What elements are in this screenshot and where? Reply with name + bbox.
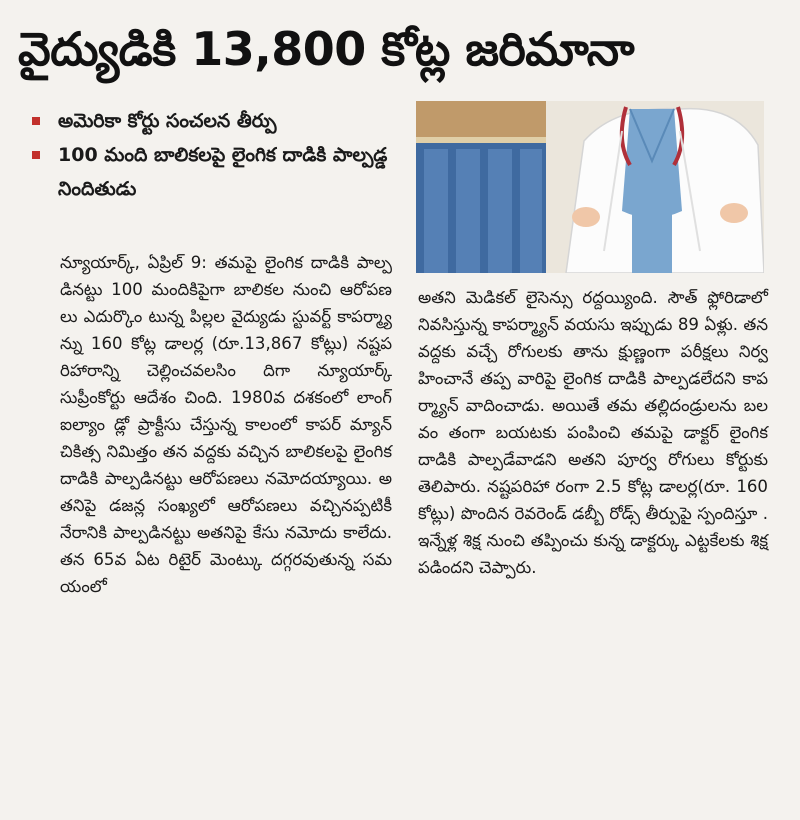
subheading-text: 100 మంది బాలికలపై లైంగిక దాడికి పాల్పడ్డ నిందితుడు bbox=[58, 144, 388, 200]
subheading bbox=[28, 104, 408, 138]
article-column-right: అతని మెడికల్ లైసెన్సు రద్దయ్యింది. సౌత్ ఫ్లోరిడాలో నివసిస్తున్న కాపర్మ్యాన్ వయసు ఇప్పుడు 89 ఏళ్లు. తన వద్దకు వచ్చే రోగులకు తాను క్షుణ్ణంగా పరీక్షలు నిర్వహించానే తప్ప వారిపై లైంగిక దాడికి పాల్పడలేదని కాపర్మ్యాన్ వాదించాడు. అయితే తమ తల్లిదండ్రులను బలవం తంగా బయటకు పంపించి తమపై డాక్టర్ లైంగిక దాడికి పాల్పడేవాడని అతని పూర్వ రోగులు కోర్టుకు తెలిపారు. నష్టపరిహా రంగా 2.5 కోట్ల డాలర్ల(రూ. 160 కోట్లు) పొందిన రెవరెండ్ డబ్బీ రోడ్స్ తీర్పుపై స్పందిస్తూ .ఇన్నేళ్ల శిక్ష నుంచి తప్పించు కున్న డాక్టర్కు ఎట్టకేలకు శిక్ష పడిందని చెప్పారు. bbox=[418, 288, 768, 577]
subheadings bbox=[28, 104, 408, 206]
subheading-text: అమెరికా కోర్టు సంచలన తీర్పు bbox=[58, 110, 277, 132]
headline: వైద్యుడికి 13,800 కోట్ల జరిమానా bbox=[18, 22, 635, 76]
doctor-photo bbox=[416, 101, 764, 273]
square-bullet-icon bbox=[32, 151, 40, 159]
doctor-illustration bbox=[416, 101, 764, 273]
square-bullet-icon bbox=[32, 117, 40, 125]
article-column-left: న్యూయార్క్, ఏప్రిల్ 9: తమపై లైంగిక దాడికి పాల్పడినట్టు 100 మందికిపైగా బాలికల నుంచి ఆరోపణలు ఎదుర్కొం టున్న పిల్లల వైద్యుడు స్టువర్ట్ కాపర్మ్యా న్ను 160 కోట్ల డాలర్ల (రూ.13,867 కోట్లు) నష్టపరిహారాన్ని చెల్లించవలసిం దిగా న్యూయార్క్ సుప్రీంకోర్టు ఆదేశం చింది. 1980వ దశకంలో లాంగ్ ఐల్యాం డ్లో ప్రాక్టీసు చేస్తున్న కాలంలో కాపర్ మ్యాన్ చికిత్స నిమిత్తం తన వద్దకు వచ్చిన బాలికలపై లైంగిక దాడికి పాల్పడినట్టు ఆరోపణలు నమోదయ్యాయి. అతనిపై డజన్ల సంఖ్యలో ఆరోపణలు వచ్చినప్పటికీ నేరానికి పాల్పడినట్టు అతనిపై కేసు నమోదు కాలేదు. తన 65వ ఏట రిటైర్ మెంట్కు దగ్గరవుతున్న సమయంలో bbox=[60, 253, 392, 596]
subheading bbox=[28, 138, 408, 206]
